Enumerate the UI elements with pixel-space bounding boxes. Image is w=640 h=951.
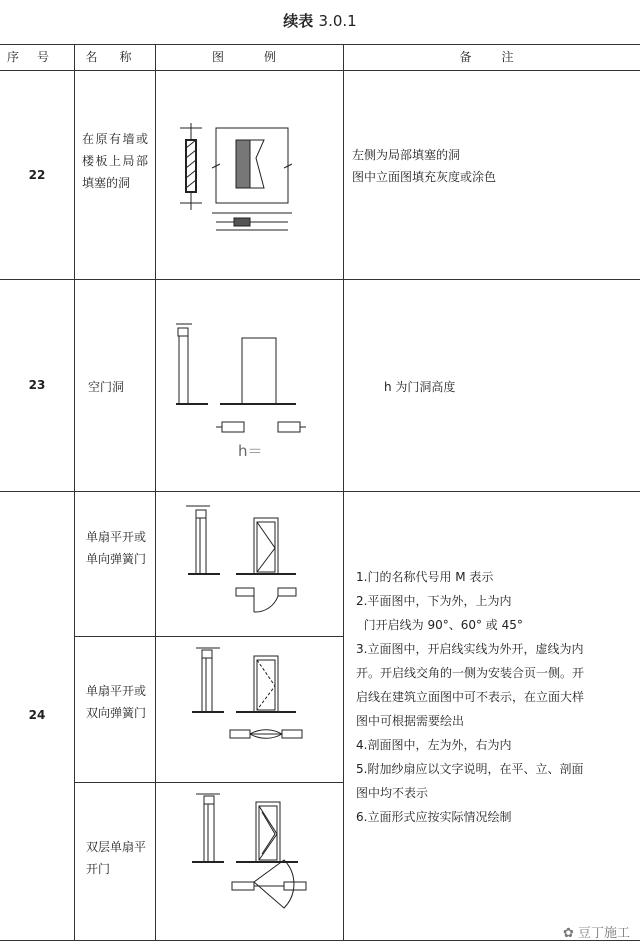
- row-24-note-1: 1.门的名称代号用 M 表示: [356, 570, 494, 584]
- sub-row-1-border: [74, 636, 343, 637]
- row-23-figure: [172, 318, 312, 458]
- row-24-note-10: 图中均不表示: [356, 786, 429, 800]
- row-22-figure: [172, 118, 312, 238]
- table-title-text: 续表: [283, 12, 314, 30]
- row-24-note-2: 2.平面图中，下为外，上为内: [356, 594, 512, 608]
- row-24-note-4: 3.立面图中，开启线实线为外开，虚线为内: [356, 642, 584, 656]
- watermark: [563, 922, 630, 941]
- row-23-note-1: h 为门洞高度: [384, 380, 456, 394]
- header-seq: 序号: [6, 50, 67, 64]
- row-24-sub-1-name: 单扇平开或单向弹簧门: [86, 530, 147, 566]
- header-figure: 图例: [211, 50, 316, 64]
- row-24-sub-2-name: 单扇平开或双向弹簧门: [86, 684, 147, 720]
- watermark-text: 豆丁施工: [577, 926, 630, 941]
- row-24-sub-3-name: 双层单扇平开门: [86, 840, 147, 876]
- table-title-number: 3.0.1: [318, 12, 357, 30]
- row-22-name: 在原有墙或楼板上局部填塞的洞: [82, 132, 148, 190]
- row-24-note-9: 5.附加纱扇应以文字说明，在平、立、剖面: [356, 762, 584, 776]
- row-24-note-6: 启线在建筑立面图中可不表示，在立面大样: [356, 690, 585, 704]
- row-24-note-7: 图中可根据需要绘出: [356, 714, 465, 728]
- col-border-3: [343, 44, 344, 940]
- row-23-name: 空门洞: [88, 380, 125, 394]
- row-23-figure-label: h＝: [238, 442, 263, 460]
- row-24-note-11: 6.立面形式应按实际情况绘制: [356, 810, 512, 824]
- row-24-sub-1-figure: [180, 502, 320, 622]
- row-23-bottom-border: [0, 491, 640, 492]
- row-23-seq: 23: [28, 378, 46, 392]
- row-24-note-5: 开。开启线交角的一侧为安装合页一侧。开: [356, 666, 585, 680]
- row-24-seq: 24: [28, 708, 46, 722]
- row-22-note-1: 左侧为局部填塞的洞: [352, 148, 461, 162]
- col-border-1: [74, 44, 75, 940]
- table-bottom-border: [0, 940, 640, 941]
- header-name: 名称: [85, 50, 154, 64]
- header-note: 备注: [459, 50, 544, 64]
- col-border-2: [155, 44, 156, 940]
- row-22-seq: 22: [28, 168, 46, 182]
- row-24-sub-2-figure: [180, 644, 320, 784]
- table-title: [0, 10, 640, 31]
- header-bottom-border: [0, 70, 640, 71]
- row-24-note-3: 门开启线为 90°、60° 或 45°: [356, 618, 523, 632]
- row-22-bottom-border: [0, 279, 640, 280]
- row-24-sub-3-figure: [180, 790, 320, 940]
- watermark-icon: ✿: [562, 926, 574, 941]
- row-22-note-2: 图中立面图填充灰度或涂色: [352, 170, 497, 184]
- row-24-note-8: 4.剖面图中，左为外，右为内: [356, 738, 512, 752]
